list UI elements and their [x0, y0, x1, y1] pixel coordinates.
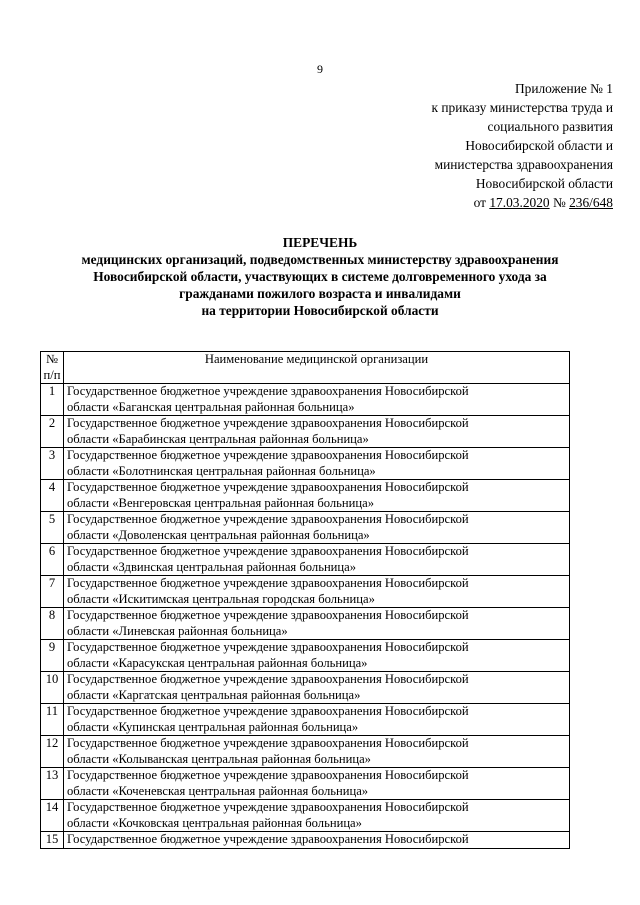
organization-name-line: Государственное бюджетное учреждение здравоохранения Новосибирской [67, 512, 469, 526]
row-organization-name [64, 672, 570, 704]
page-number: 9 [317, 62, 323, 76]
organization-name-line: области «Баганская центральная районная больница» [67, 399, 355, 414]
appendix-number-prefix: № [549, 195, 570, 210]
organization-name-line: Государственное бюджетное учреждение здравоохранения Новосибирской [67, 608, 469, 622]
table-body [41, 384, 570, 849]
row-organization-name [64, 480, 570, 512]
organization-name-line: области «Барабинская центральная районная больница» [67, 431, 369, 446]
organization-name-line: области «Каргатская центральная районная больница» [67, 687, 361, 702]
row-number: 14 [41, 800, 64, 832]
appendix-line: Новосибирской области и [465, 138, 613, 153]
appendix-date-line [353, 193, 613, 212]
organization-name-line: области «Доволенская центральная районная больница» [67, 527, 370, 542]
row-number: 9 [41, 640, 64, 672]
table-row [41, 832, 570, 849]
row-organization-name [64, 640, 570, 672]
table-row [41, 384, 570, 416]
row-organization-name [64, 384, 570, 416]
appendix-title: Приложение № 1 [514, 81, 613, 96]
appendix-line: социального развития [487, 119, 613, 134]
row-organization-name [64, 704, 570, 736]
row-number: 5 [41, 512, 64, 544]
row-number: 12 [41, 736, 64, 768]
row-number: 1 [41, 384, 64, 416]
table-row [41, 704, 570, 736]
row-number: 11 [41, 704, 64, 736]
appendix-line: Новосибирской области [475, 176, 613, 191]
organization-name-line: Государственное бюджетное учреждение здравоохранения Новосибирской [67, 704, 469, 718]
table-row [41, 576, 570, 608]
row-number: 4 [41, 480, 64, 512]
organization-name-line: Государственное бюджетное учреждение здравоохранения Новосибирской [67, 448, 469, 462]
organization-name-line: Государственное бюджетное учреждение здравоохранения Новосибирской [67, 544, 469, 558]
table-row [41, 736, 570, 768]
table-row [41, 448, 570, 480]
table-row [41, 544, 570, 576]
row-number: 6 [41, 544, 64, 576]
title-line: Новосибирской области, участвующих в системе долговременного ухода за [93, 269, 547, 284]
row-organization-name [64, 768, 570, 800]
organization-name-line: Государственное бюджетное учреждение здравоохранения Новосибирской [67, 672, 469, 686]
appendix-number: 236/648 [569, 195, 613, 210]
organization-name-line: Государственное бюджетное учреждение здравоохранения Новосибирской [67, 640, 469, 654]
organization-name-line: области «Кочковская центральная районная больница» [67, 815, 362, 830]
row-organization-name [64, 512, 570, 544]
appendix-line: к приказу министерства труда и [431, 100, 613, 115]
row-number: 2 [41, 416, 64, 448]
row-organization-name [64, 544, 570, 576]
organization-name-line: Государственное бюджетное учреждение здравоохранения Новосибирской [67, 480, 469, 494]
appendix-date-prefix: от [473, 195, 490, 210]
table-row [41, 416, 570, 448]
organization-name-line: области «Купинская центральная районная больница» [67, 719, 359, 734]
organization-name-line: Государственное бюджетное учреждение здравоохранения Новосибирской [67, 384, 469, 398]
organization-name-line: области «Карасукская центральная районная больница» [67, 655, 368, 670]
title-line: гражданами пожилого возраста и инвалидами [179, 286, 461, 301]
row-organization-name [64, 576, 570, 608]
row-number: 15 [41, 832, 64, 849]
organization-name-line: области «Здвинская центральная районная больница» [67, 559, 357, 574]
row-organization-name [64, 448, 570, 480]
organization-name-line: Государственное бюджетное учреждение здравоохранения Новосибирской [67, 416, 469, 430]
appendix-line: министерства здравоохранения [434, 157, 613, 172]
organization-name-line: Государственное бюджетное учреждение здравоохранения Новосибирской [67, 800, 469, 814]
row-organization-name [64, 832, 570, 849]
organizations-table [40, 351, 570, 849]
organization-name-line: Государственное бюджетное учреждение здравоохранения Новосибирской [67, 736, 469, 750]
document-title [40, 234, 600, 319]
table-header-row [41, 352, 570, 384]
table-row [41, 768, 570, 800]
table-row [41, 672, 570, 704]
organization-name-line: Государственное бюджетное учреждение здравоохранения Новосибирской [67, 768, 469, 782]
title-line: на территории Новосибирской области [201, 303, 439, 318]
title-line: медицинских организаций, подведомственных министерству здравоохранения [81, 252, 559, 267]
organization-name-line: области «Колыванская центральная районная больница» [67, 751, 371, 766]
appendix-block [353, 79, 613, 212]
organization-name-line: области «Венгеровская центральная районная больница» [67, 495, 375, 510]
header-number-symbol: № [45, 352, 59, 366]
row-number: 8 [41, 608, 64, 640]
row-number: 7 [41, 576, 64, 608]
organization-name-line: Государственное бюджетное учреждение здравоохранения Новосибирской [67, 832, 469, 846]
organization-name-line: Государственное бюджетное учреждение здравоохранения Новосибирской [67, 576, 469, 590]
row-number: 10 [41, 672, 64, 704]
row-organization-name [64, 736, 570, 768]
row-number: 3 [41, 448, 64, 480]
organization-name-line: области «Болотнинская центральная районная больница» [67, 463, 376, 478]
table-row [41, 800, 570, 832]
table-row [41, 480, 570, 512]
row-organization-name [64, 800, 570, 832]
row-number: 13 [41, 768, 64, 800]
organization-name-line: области «Коченевская центральная районная больница» [67, 783, 369, 798]
row-organization-name [64, 416, 570, 448]
header-number-abbr: п/п [43, 367, 61, 382]
row-organization-name [64, 608, 570, 640]
table-row [41, 608, 570, 640]
organization-name-line: области «Искитимская центральная городская больница» [67, 591, 375, 606]
table-row [41, 640, 570, 672]
header-name: Наименование медицинской организации [64, 352, 570, 384]
table-row [41, 512, 570, 544]
appendix-date: 17.03.2020 [489, 195, 550, 210]
title-heading: ПЕРЕЧЕНЬ [282, 235, 358, 250]
header-number [41, 352, 64, 384]
organization-name-line: области «Линевская районная больница» [67, 623, 288, 638]
